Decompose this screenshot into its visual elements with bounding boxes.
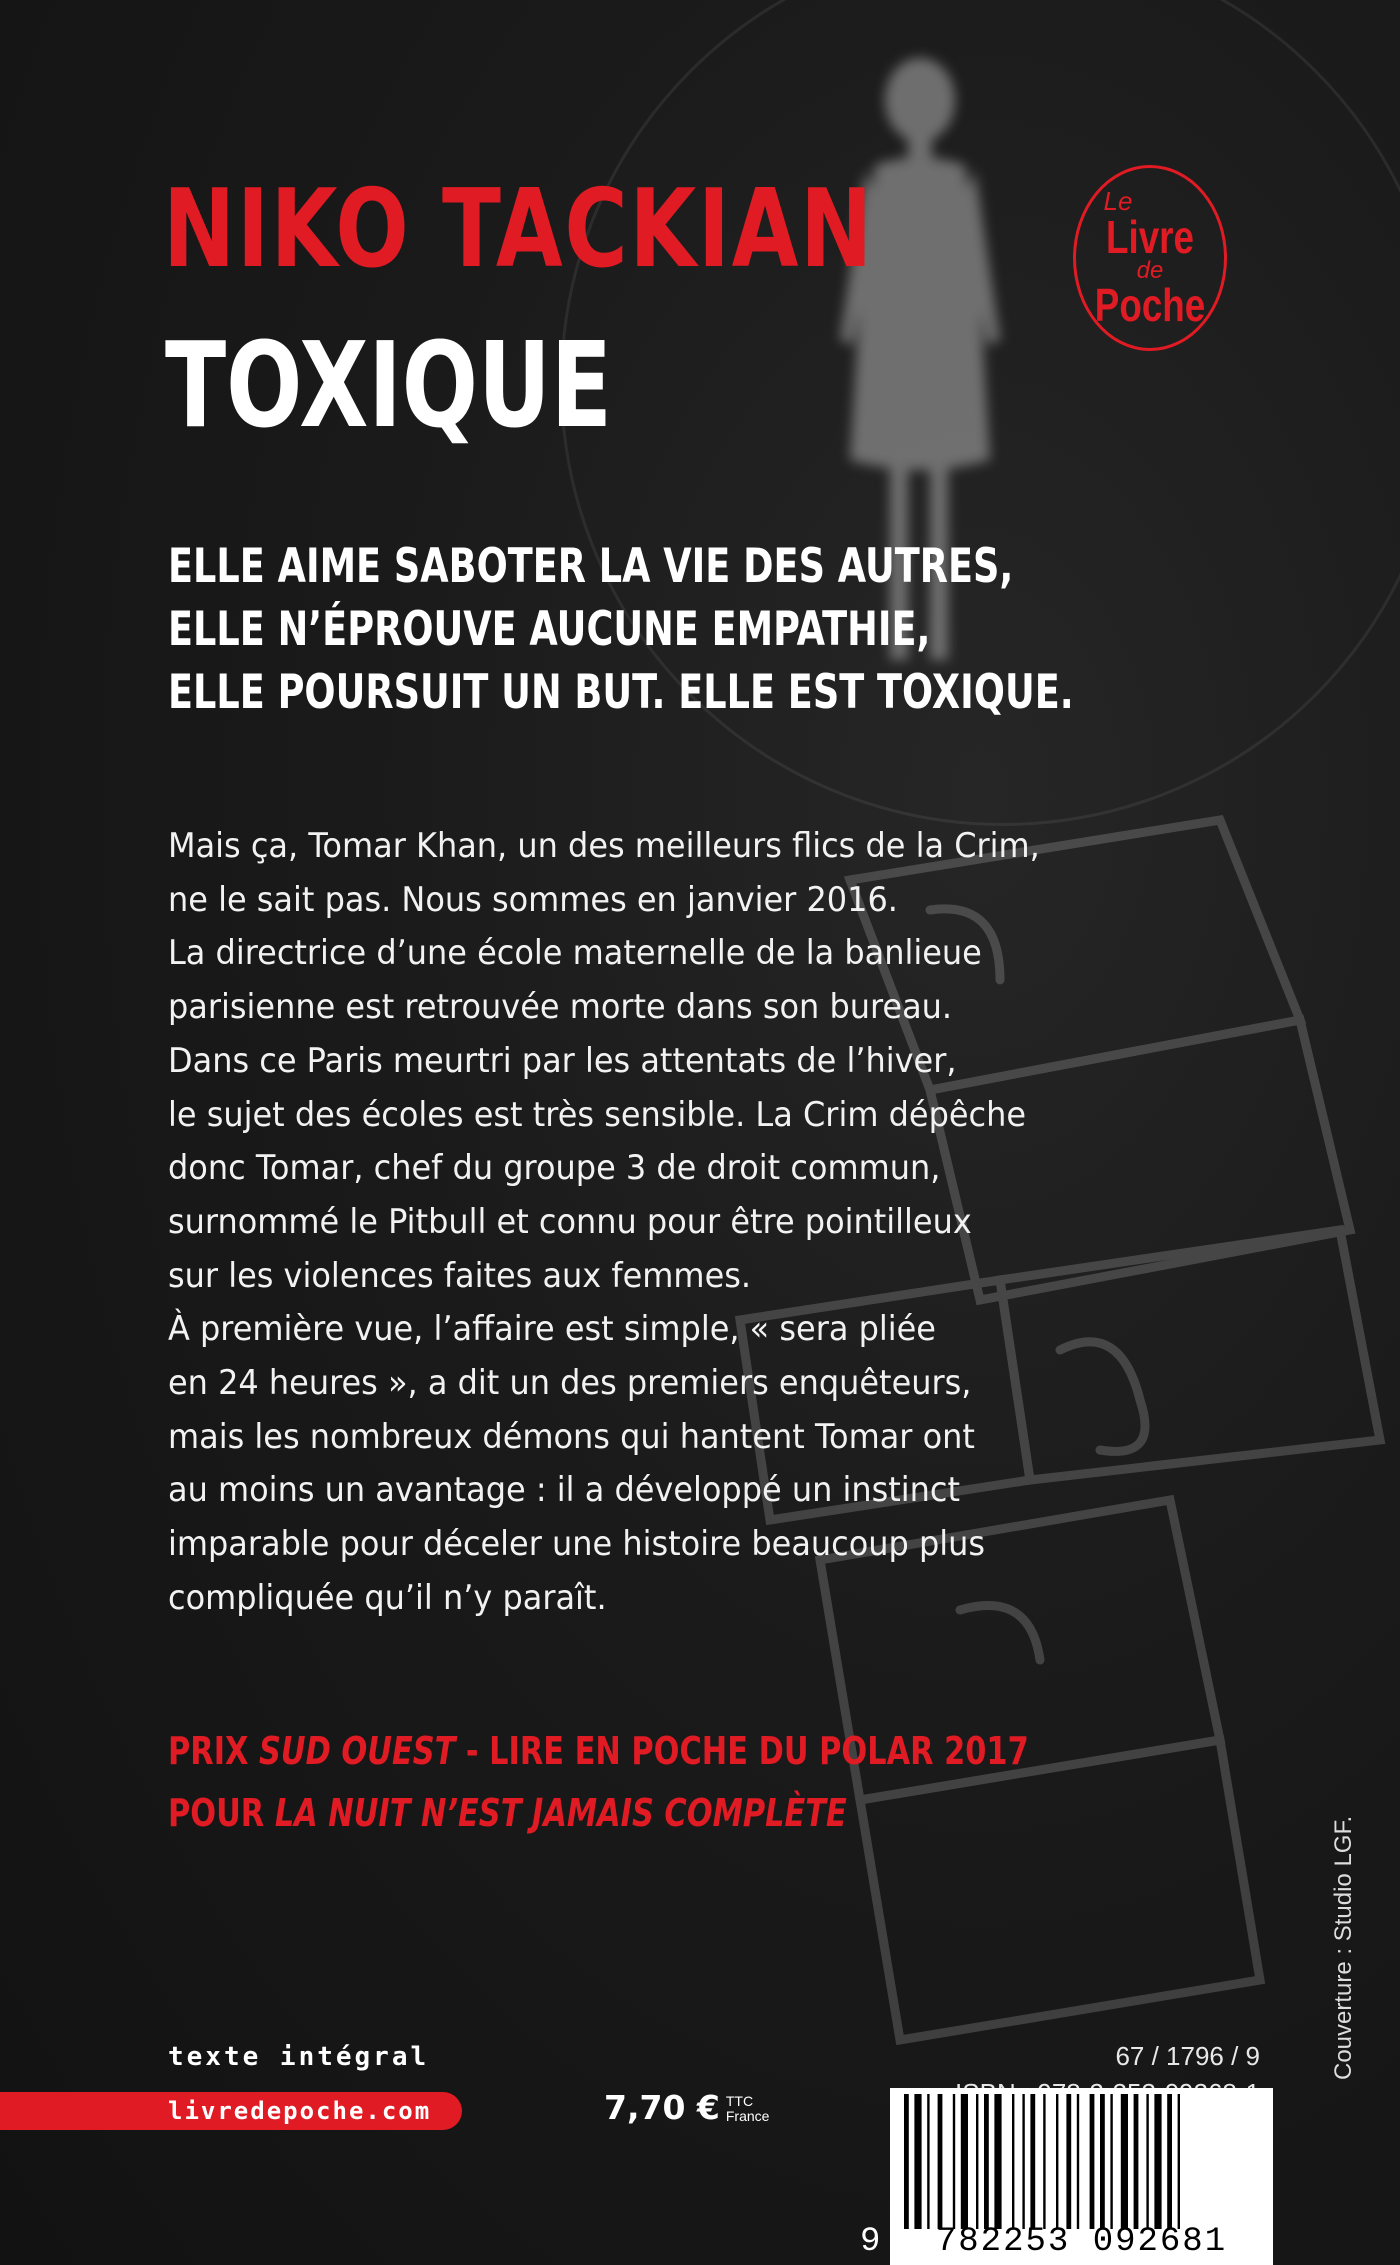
barcode-digits: 782253 092681	[935, 2223, 1228, 2261]
barcode-bar	[938, 2094, 943, 2229]
book-title: TOXIQUE	[165, 316, 613, 454]
barcode-bar	[961, 2094, 968, 2229]
award-prefix: PRIX	[168, 1729, 260, 1773]
tagline-line: ELLE N’ÉPROUVE AUCUNE EMPATHIE,	[168, 602, 931, 657]
price-amount: 7,70 €	[604, 2088, 720, 2127]
synopsis-line: en 24 heures », a dit un des premiers enquêteurs,	[168, 1363, 972, 1404]
price-tag	[604, 2086, 769, 2130]
synopsis-text	[168, 820, 1202, 1626]
publisher-logo	[1073, 165, 1227, 351]
synopsis-line: Mais ça, Tomar Khan, un des meilleurs flics de la Crim,	[168, 826, 1040, 866]
synopsis-line: mais les nombreux démons qui hantent Tomar ont	[168, 1416, 975, 1457]
barcode-bar	[1012, 2094, 1014, 2229]
tagline-line: ELLE AIME SABOTER LA VIE DES AUTRES,	[168, 539, 1014, 594]
synopsis-line: le sujet des écoles est très sensible. La Crim dépêche	[168, 1094, 1027, 1135]
price-tax-note	[726, 2094, 770, 2124]
synopsis-line: au moins un avantage : il a développé un instinct	[168, 1470, 961, 1511]
barcode-bar	[984, 2094, 989, 2229]
barcode-bar	[1178, 2094, 1180, 2229]
barcode-bar	[927, 2094, 929, 2229]
barcode-bar	[1090, 2094, 1095, 2229]
tagline-line: ELLE POURSUIT UN BUT. ELLE EST TOXIQUE.	[168, 665, 1074, 720]
website-link[interactable]: livredepoche.com	[168, 2097, 432, 2125]
logo-text-de: de	[1136, 257, 1164, 284]
barcode-bar	[1154, 2094, 1161, 2229]
barcode-bar	[1146, 2094, 1148, 2229]
logo-text-le: Le	[1103, 186, 1133, 216]
catalog-number: 67 / 1796 / 9	[1115, 2041, 1260, 2071]
barcode-bars-icon	[890, 2094, 1273, 2229]
synopsis-line: À première vue, l’affaire est simple, « sera pliée	[168, 1309, 936, 1350]
synopsis-line: sur les violences faites aux femmes.	[168, 1255, 752, 1296]
edition-label: texte intégral	[168, 2042, 430, 2072]
barcode-bar	[1100, 2094, 1105, 2229]
barcode-bar	[1110, 2094, 1112, 2229]
award-newspaper: SUD OUEST	[259, 1729, 456, 1773]
logo-text-livre: Livre	[1106, 211, 1194, 263]
synopsis-line: compliquée qu’il n’y paraît.	[168, 1577, 607, 1618]
barcode-bar	[953, 2094, 955, 2229]
barcode-bar	[994, 2094, 1001, 2229]
logo-text-poche: Poche	[1094, 279, 1206, 331]
barcode-bar	[1043, 2094, 1045, 2229]
barcode-lead-digit: 9	[860, 2223, 883, 2261]
barcode-bar	[1121, 2094, 1128, 2229]
barcode-bar	[1022, 2094, 1024, 2229]
synopsis-line: La directrice d’une école maternelle de la banlieue	[168, 933, 982, 974]
barcode-bar	[904, 2094, 909, 2229]
award-line-2	[168, 1782, 1029, 1844]
barcode-bar	[1077, 2094, 1079, 2229]
barcode-bar	[1066, 2094, 1071, 2229]
barcode-bar	[914, 2094, 921, 2229]
award-mention	[168, 1720, 1029, 1844]
tagline	[168, 535, 1074, 724]
synopsis-line: parisienne est retrouvée morte dans son bureau.	[168, 987, 953, 1028]
award-for: POUR	[168, 1791, 275, 1835]
barcode-bar	[1167, 2094, 1172, 2229]
isbn-barcode	[860, 2088, 1273, 2265]
cover-credit: Couverture : Studio LGF.	[1330, 1815, 1357, 2080]
synopsis-line: ne le sait pas. Nous sommes en janvier 2016.	[168, 879, 898, 920]
barcode-bar	[1030, 2094, 1035, 2229]
barcode-digits-row	[860, 2223, 1273, 2261]
synopsis-line: surnommé le Pitbull et connu pour être pointilleux	[168, 1201, 972, 1242]
award-book-title: LA NUIT N’EST JAMAIS COMPLÈTE	[274, 1791, 847, 1835]
award-name: - LIRE EN POCHE DU POLAR 2017	[455, 1729, 1029, 1773]
website-band	[0, 2092, 462, 2130]
synopsis-line: Dans ce Paris meurtri par les attentats de l’hiver,	[168, 1040, 957, 1081]
price-tax-country: France	[725, 2108, 770, 2124]
award-line-1	[168, 1720, 1029, 1782]
synopsis-line: donc Tomar, chef du groupe 3 de droit commun,	[168, 1148, 941, 1189]
barcode-bar	[1056, 2094, 1058, 2229]
barcode-bar	[976, 2094, 978, 2229]
price-tax-ttc: TTC	[725, 2093, 754, 2109]
barcode-bar	[1134, 2094, 1139, 2229]
author-name: NIKO TACKIAN	[163, 167, 875, 292]
synopsis-line: imparable pour déceler une histoire beaucoup plus	[168, 1524, 986, 1565]
